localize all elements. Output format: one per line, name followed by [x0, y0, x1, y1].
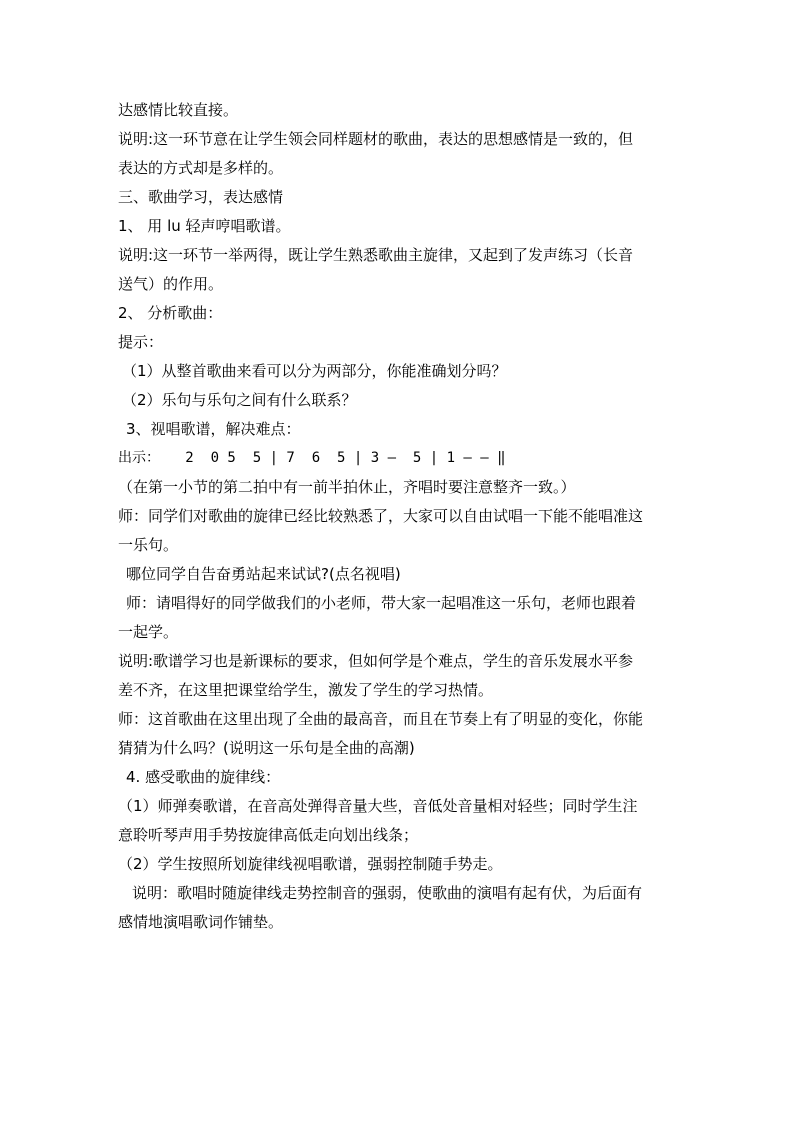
text-line: 师：请唱得好的同学做我们的小老师，带大家一起唱准这一乐句，老师也跟着 — [126, 594, 637, 612]
text-line: 意聆听琴声用手势按旋律高低走向划出线条； — [118, 826, 419, 844]
text-line: 说明:这一环节一举两得，既让学生熟悉歌曲主旋律，又起到了发声练习（长音 — [118, 246, 634, 264]
text-line: 达感情比较直接。 — [118, 101, 239, 119]
text-line: 一起学。 — [118, 623, 179, 641]
text-line: 师：同学们对歌曲的旋律已经比较熟悉了，大家可以自由试唱一下能不能唱准这 — [118, 507, 644, 525]
text-line: 一乐句。 — [118, 536, 179, 554]
notation-line: 出示： 2 0 5 5 | 7 6 5 | 3 — 5 | 1 — — ‖ — [118, 450, 506, 466]
text-line: （在第一小节的第二拍中有一前半拍休止，齐唱时要注意整齐一致。） — [118, 478, 576, 496]
text-line: 说明:歌谱学习也是新课标的要求，但如何学是个难点，学生的音乐发展水平参 — [118, 652, 634, 670]
text-line: 4. 感受歌曲的旋律线： — [126, 768, 281, 786]
text-line: （1）师弹奏歌谱，在音高处弹得音量大些，音低处音量相对轻些；同时学生注 — [118, 797, 638, 815]
text-line: 差不齐，在这里把课堂给学生，激发了学生的学习热情。 — [118, 681, 494, 699]
document-body — [118, 96, 688, 937]
text-line: 感情地演唱歌词作铺垫。 — [118, 913, 284, 931]
section-heading: 三、歌曲学习，表达感情 — [118, 188, 284, 206]
text-line: 说明：歌唱时随旋律线走势控制音的强弱，使歌曲的演唱有起有伏，为后面有 — [132, 884, 643, 902]
text-line: （2）学生按照所划旋律线视唱歌谱，强弱控制随手势走。 — [118, 855, 503, 873]
text-line: 1、 用 lu 轻声哼唱歌谱。 — [118, 217, 291, 235]
text-line: 3、视唱歌谱，解决难点： — [126, 420, 301, 438]
text-line: 提示： — [118, 333, 164, 351]
text-line: 猜猜为什么吗？(说明这一乐句是全曲的高潮) — [118, 739, 415, 757]
text-line: 师：这首歌曲在这里出现了全曲的最高音，而且在节奏上有了明显的变化，你能 — [118, 710, 644, 728]
text-line: （2）乐句与乐句之间有什么联系？ — [122, 391, 357, 409]
text-line: 说明:这一环节意在让学生领会同样题材的歌曲，表达的思想感情是一致的，但 — [118, 130, 634, 148]
text-line: 哪位同学自告奋勇站起来试试?(点名视唱) — [126, 565, 401, 583]
text-line: 表达的方式却是多样的。 — [118, 159, 284, 177]
text-line: （1）从整首歌曲来看可以分为两部分，你能准确划分吗？ — [122, 362, 507, 380]
text-line: 2、 分析歌曲： — [118, 304, 223, 322]
text-line: 送气）的作用。 — [118, 275, 224, 293]
